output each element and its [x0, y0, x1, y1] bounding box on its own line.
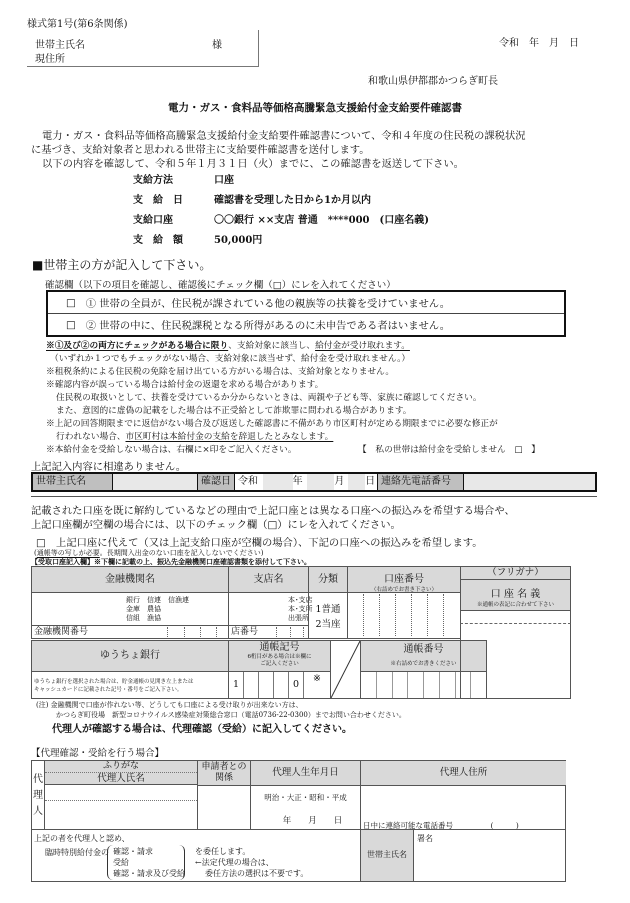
institution-type-1: 銀行 信連 信漁連: [126, 596, 189, 604]
note-pre: (: [34, 549, 37, 557]
note-9: ※本給付金を受給しない場合は、右欄に×印をご記入ください。: [46, 445, 297, 455]
note-post: 。長期間入出金のない口座を記入しないでください): [99, 549, 264, 557]
account-number-input[interactable]: [347, 592, 461, 639]
date-field: 令和 年 月 日: [499, 38, 579, 49]
signature-input[interactable]: [414, 830, 566, 881]
note-8-underline: 市区町村は本給付金の支給を辞退したとみなします。: [125, 432, 334, 442]
address-label: 代理人住所: [360, 761, 566, 786]
delegate-option-both[interactable]: 確認・請求及び受給: [113, 869, 185, 878]
alt-account-line-1: 記載された口座を既に解約しているなどの理由で上記口座とは異なる口座への振込みを希望する場合や、: [31, 505, 515, 517]
passbook-symbol-sub: 6桁目がある場合は※欄に ご記入ください: [247, 654, 312, 667]
document-title: 電力・ガス・食料品等価格高騰緊急支援給付金支給要件確認書: [168, 102, 462, 114]
confirm-date-input[interactable]: [235, 474, 378, 490]
passbook-number-sub: ※右詰めでお書きください: [390, 661, 457, 667]
birth-ymd: 年 月 日: [282, 816, 343, 826]
furigana-header: （フリガナ）: [460, 566, 571, 580]
institution-header: 金融機関名: [31, 566, 229, 593]
branch-type-1: 本･支店: [288, 596, 313, 604]
delegate-option-confirm[interactable]: 確認・請求: [113, 847, 153, 856]
footer-note-2: かつらぎ町役場 新型コロナウイルス感染症対策総合窓口（電話0736-22-0300）までお問い合わせください。: [56, 711, 406, 719]
holder-sub: ※通帳の表記に合わせて下さい: [476, 602, 554, 608]
era-label: 令和: [238, 476, 258, 487]
type-header: 分類: [308, 566, 348, 593]
year-label: 年: [292, 476, 303, 487]
note-1-underline: 給付金が受け取れます。: [315, 341, 410, 351]
era-options: 明治・大正・昭和・平成: [264, 793, 347, 802]
account-number-header: [347, 566, 461, 593]
holder-header: [460, 579, 571, 611]
branch-code-input[interactable]: [228, 626, 309, 639]
diagonal-cell: [330, 640, 361, 699]
confirm-box: [46, 290, 566, 337]
address-input[interactable]: [360, 786, 566, 830]
proxy-furigana-input[interactable]: [45, 786, 197, 801]
passbook-number-title: 通帳番号: [403, 644, 444, 655]
side-char-3: 人: [33, 806, 43, 817]
alt-account-checkbox[interactable]: □ 上記口座に代えて（又は上記支給口座が空欄の場合）、下記の口座への振込みを希望します。: [36, 537, 483, 549]
branch-type-2: 本･支所: [288, 605, 313, 613]
birth-label: 代理人生年月日: [250, 761, 360, 786]
passbook-symbol-header: [228, 640, 331, 672]
yucho-header: ゆうちょ銀行: [31, 640, 229, 672]
footer-note-3: 代理人が確認する場合は、代理確認（受給）に記入してください。: [52, 724, 352, 735]
confirm-date-label: 確認日: [198, 474, 235, 490]
footer-note-1: (注) 金融機関で口座が作れない等、どうしても口座による受け取りが出来ない方は、: [36, 701, 303, 709]
symbol-digit-1: 1: [229, 672, 244, 698]
intro-line-2: に基づき、支給対象者と思われる世帯主に支給要件確認書を送付します。: [31, 144, 370, 156]
month-label: 月: [334, 476, 345, 487]
householder-name-input[interactable]: [113, 474, 198, 490]
note-3: ※租税条約による住民税の免除を届け出ている方がいる場合は、支給対象となりません。: [46, 367, 395, 377]
payment-account-value: 〇〇銀行 ××支店 普通 ****000 (口座名義): [214, 215, 429, 226]
phone-input[interactable]: [464, 474, 595, 490]
type-option-1[interactable]: 1普通: [315, 604, 341, 615]
institution-type-2: 金庫 農協: [126, 605, 161, 613]
section-heading: ■世帯主の方が記入して下さい。: [32, 258, 212, 272]
note-4: ※確認内容が誤っている場合は給付金の返還を求める場合があります。: [46, 380, 324, 390]
account-type-select[interactable]: [308, 592, 348, 639]
intro-line-1: 電力・ガス・食料品等価格高騰緊急支援給付金支給要件確認書について、令和４年度の住民税の課税状況: [42, 130, 526, 142]
proxy-table: [31, 760, 566, 830]
delegate-suffix-2: ←法定代理の場合は、: [195, 858, 274, 867]
alt-account-line-2: 上記口座欄が空欄の場合には、以下のチェック欄（□）にレを入れてください。: [31, 519, 401, 531]
delegate-line-1: 上記の者を代理人と認め、: [34, 834, 130, 843]
divider: [31, 496, 597, 497]
diagonal-line: [331, 641, 360, 698]
note-7: ※上記の回答期限までに返信がない場合及び返送した確認書に不備があり市区町村が定める期限までに必要な修正が: [46, 419, 498, 429]
confirm-item-1[interactable]: [48, 292, 564, 314]
relation-label: 申請者との 関係: [197, 761, 250, 786]
payment-method-label: 支給方法: [133, 175, 173, 186]
symbol-extra-mark: ※: [313, 673, 321, 684]
declaration: 上記記入内容に相違ありません。: [31, 461, 187, 473]
institution-name-input[interactable]: [31, 592, 229, 626]
institution-code-input[interactable]: [31, 626, 229, 639]
checkbox[interactable]: □: [66, 296, 76, 309]
yucho-note: ゆうちょ銀行を選択された場合は、貯金通帳の見開き左上または キャッシュカードに記載された記号・番号をご記入下さい。: [31, 671, 229, 699]
proxy-title: 【代理確認・受給を行う場合】: [31, 748, 165, 759]
delegation-row: [31, 830, 566, 882]
payment-account-label: 支給口座: [133, 215, 173, 226]
recipient-suffix: 様: [212, 40, 222, 51]
note-5: 住民税の取扱いとして、扶養を受けているか分からないときは、両親や子ども等、家族に確認してください。: [56, 393, 482, 403]
passbook-symbol-input[interactable]: [228, 671, 331, 699]
note-1-bold: ※①及び②の両方にチェックがある場合に限り: [46, 341, 229, 351]
confirm-item-text: ① 世帯の全員が、住民税が課されている他の親族等の扶養を受けていません。: [85, 298, 451, 310]
recipient-name-label: 世帯主氏名: [35, 40, 85, 51]
note-8-pre: 行われない場合、: [56, 432, 126, 442]
note-2: （いずれか１つでもチェックがない場合、支給対象に該当せず、給付金を受け取れません。）: [50, 354, 411, 364]
delegate-prefix: 臨時特別給付金の: [45, 848, 109, 857]
account-number-sub: （右詰めでお書き下さい）: [370, 587, 437, 593]
confirm-item-text: ② 世帯の中に、住民税課税となる所得があるのに未申告である者はいません。: [85, 320, 451, 332]
side-char-2: 理: [33, 790, 43, 801]
proxy-phone-label: 日中に連絡可能な電話番号 ( ): [363, 821, 519, 830]
holder-title: 口 座 名 義: [490, 589, 541, 600]
decline-checkbox[interactable]: 【 私の世帯は給付金を受給しません □ 】: [358, 445, 540, 455]
delegate-suffix: [195, 846, 308, 879]
relation-input[interactable]: [197, 786, 250, 830]
passbook-symbol-title: 通帳記号: [259, 642, 300, 653]
branch-header: 支店名: [228, 566, 309, 593]
signature-label: 署名: [417, 834, 433, 843]
phone-label: 連絡先電話番号: [378, 474, 464, 490]
account-holder-input[interactable]: [460, 624, 571, 699]
checkbox[interactable]: □: [66, 318, 76, 331]
note-6: また、意図的に虚偽の記載をした場合は不正受給として詐欺罪に問われる場合があります。: [56, 406, 412, 416]
delegate-suffix-1: を委任します。: [195, 847, 251, 856]
payment-amount-value: 50,000円: [214, 235, 263, 246]
proxy-name-input[interactable]: [45, 802, 197, 830]
confirm-item-2[interactable]: [48, 314, 564, 335]
symbol-digit-last: 0: [289, 672, 304, 698]
note-8: [56, 430, 333, 442]
issuer: 和歌山県伊都郡かつらぎ町長: [368, 76, 498, 87]
payment-amount-label: 支 給 額: [133, 235, 183, 246]
payment-method-value: 口座: [214, 175, 234, 186]
yucho-table: [31, 640, 598, 700]
delegate-option-receive[interactable]: 受給: [113, 858, 129, 867]
note-underline: 通帳等の写しが必要: [36, 549, 100, 557]
confirm-caption: 確認欄（以下の項目を確認し、確認後にチェック欄（□）にレを入れてください）: [45, 280, 396, 291]
type-option-2[interactable]: 2当座: [315, 619, 341, 630]
payment-date-label: 支 給 日: [133, 195, 183, 206]
sign-row: [31, 472, 597, 492]
side-char-1: 代: [33, 774, 43, 785]
delegate-suffix-3: 委任方法の選択は不要です。: [205, 869, 309, 878]
account-number-title: 口座番号: [384, 574, 424, 585]
birth-input[interactable]: [250, 786, 360, 830]
branch-code-label: 店番号: [231, 627, 259, 637]
intro-line-3: 以下の内容を確認して、令和５年１月３１日（火）までに、この確認書を返送して下さい。: [42, 158, 464, 170]
day-label: 日: [365, 476, 376, 487]
householder-name-label: 世帯主氏名: [33, 474, 113, 490]
proxy-side-label: [32, 761, 45, 830]
institution-type-3: 信組 漁協: [126, 614, 161, 622]
payment-date-value: 確認書を受理した日から1か月以内: [214, 195, 371, 206]
delegate-options: [113, 846, 185, 879]
branch-type-3: 出張所: [288, 614, 309, 622]
householder-label: 世帯主氏名: [360, 830, 414, 881]
form-number: 様式第1号(第6条関係): [27, 19, 128, 30]
note-1-mid: 、支給対象に該当し、: [228, 341, 316, 351]
form-caption: 【受取口座記入欄】※下欄に記載の上、振込先金融機関口座確認書類を添付して下さい。: [31, 557, 311, 566]
institution-code-label: 金融機関番号: [34, 627, 89, 637]
note-1: [46, 339, 410, 351]
furigana-input[interactable]: [460, 610, 571, 624]
recipient-address-label: 現住所: [35, 54, 65, 65]
proxy-name-label: 代理人氏名: [45, 773, 197, 785]
branch-name-input[interactable]: [228, 592, 313, 626]
furigana-label: ふりがな: [45, 761, 197, 773]
